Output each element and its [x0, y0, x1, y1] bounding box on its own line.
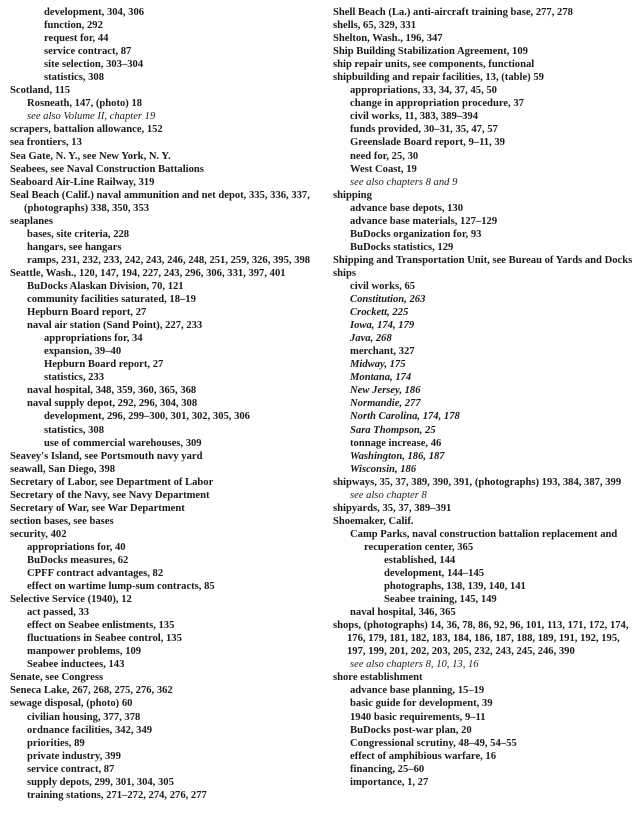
index-entry: Seabee training, 145, 149: [384, 594, 497, 606]
index-entry: effect of amphibious warfare, 16: [350, 750, 497, 762]
index-entry: Secretary of Labor, see Department of Labor: [10, 476, 214, 488]
index-entry: BuDocks post-war plan, 20: [350, 724, 472, 736]
index-entry: change in appropriation procedure, 37: [350, 98, 524, 110]
index-entry: West Coast, 19: [350, 163, 417, 175]
index-entry: Seabees, see Naval Construction Battalions: [10, 163, 204, 175]
index-entry: Crockett, 225: [350, 307, 409, 319]
index-entry: funds provided, 30–31, 35, 47, 57: [350, 124, 498, 136]
index-entry: Shell Beach (La.) anti-aircraft training base, 277, 278: [333, 7, 573, 18]
index-entry: North Carolina, 174, 178: [350, 411, 460, 423]
index-entry: ordnance facilities, 342, 349: [27, 724, 153, 736]
index-entry: private industry, 399: [27, 750, 121, 762]
index-entry: advance base planning, 15–19: [350, 685, 485, 697]
index-entry: effect on Seabee enlistments, 135: [27, 620, 175, 632]
index-entry: community facilities saturated, 18–19: [27, 294, 196, 306]
index-entry: ramps, 231, 232, 233, 242, 243, 246, 248, 251, 259, 326, 395, 398: [27, 254, 311, 266]
index-entry: Seaboard Air-Line Railway, 319: [10, 176, 155, 188]
index-entry: Shipping and Transportation Unit, see Bureau of Yards and Docks: [333, 254, 633, 266]
index-entry: development, 144–145: [384, 568, 485, 580]
index-entry: Congressional scrutiny, 48–49, 54–55: [350, 737, 517, 749]
index-entry: CPFF contract advantages, 82: [27, 568, 164, 580]
index-entry: need for, 25, 30: [350, 150, 419, 162]
index-entry: ships: [333, 267, 356, 279]
index-entry: BuDocks Alaskan Division, 70, 121: [27, 280, 184, 292]
index-entry: Java, 268: [350, 333, 392, 345]
index-entry: sea frontiers, 13: [10, 137, 82, 149]
index-entry: act passed, 33: [27, 607, 90, 619]
index-entry: shipways, 35, 37, 389, 390, 391, (photographs) 193, 384, 387, 399: [333, 476, 622, 488]
index-entry: bases, site criteria, 228: [27, 228, 130, 240]
index-entry: Seal Beach (Calif.) naval ammunition and net depot, 335, 336, 337, (photographs) 338, 350, 353: [10, 189, 310, 214]
index-entry: ship repair units, see components, functional: [333, 59, 535, 71]
index-entry: shipping: [333, 189, 372, 201]
index-entry: Sea Gate, N. Y., see New York, N. Y.: [10, 150, 171, 162]
index-entry: Shelton, Wash., 196, 347: [333, 33, 443, 45]
index-entry: 1940 basic requirements, 9–11: [350, 711, 486, 723]
index-entry: statistics, 308: [44, 72, 105, 84]
index-entry: see also chapters 8, 10, 13, 16: [350, 659, 479, 671]
index-entry: statistics, 233: [44, 372, 105, 384]
index-entry: supply depots, 299, 301, 304, 305: [27, 776, 174, 788]
index-entry: advance base depots, 130: [350, 202, 464, 214]
index-entry: shops, (photographs) 14, 36, 78, 86, 92, 96, 101, 113, 171, 172, 174, 176, 179, 181, 182, 183, 184, 186, 187, 188, 189, 191, 192, 195, 197, 199, 201, 202, 203, 205, 232, 243, 245, 246, 390: [333, 620, 629, 658]
index-entry: naval hospital, 348, 359, 360, 365, 368: [27, 385, 197, 397]
index-entry: development, 304, 306: [44, 7, 145, 18]
index-entry: Hepburn Board report, 27: [27, 307, 147, 319]
index-entry: Seavey's Island, see Portsmouth navy yard: [10, 450, 203, 462]
index-entry: statistics, 308: [44, 424, 105, 436]
index-entry: see also chapters 8 and 9: [350, 176, 458, 188]
index-entry: Constitution, 263: [350, 294, 426, 306]
index-entry: Midway, 175: [350, 359, 406, 371]
index-column-right: [333, 6, 633, 789]
index-entry: BuDocks statistics, 129: [350, 241, 454, 253]
index-column-left: [10, 6, 322, 802]
index-entry: Montana, 174: [350, 372, 412, 384]
index-entry: Seneca Lake, 267, 268, 275, 276, 362: [10, 685, 173, 697]
index-entry: Shoemaker, Calif.: [333, 515, 414, 527]
index-entry: Normandie, 277: [350, 398, 421, 410]
index-entry: naval hospital, 346, 365: [350, 607, 456, 619]
index-entry: BuDocks measures, 62: [27, 554, 129, 566]
index-entry: security, 402: [10, 528, 67, 540]
index-entry: expansion, 39–40: [44, 346, 122, 358]
index-entry: civilian housing, 377, 378: [27, 711, 141, 723]
index-entry: basic guide for development, 39: [350, 698, 493, 710]
index-entry: Senate, see Congress: [10, 672, 104, 684]
index-entry: see also Volume II, chapter 19: [27, 111, 156, 123]
index-entry: scrapers, battalion allowance, 152: [10, 124, 163, 136]
index-entry: New Jersey, 186: [350, 385, 421, 397]
index-entry: shells, 65, 329, 331: [333, 20, 416, 32]
index-entry: Hepburn Board report, 27: [44, 359, 164, 371]
index-entry: Camp Parks, naval construction battalion replacement and recuperation center, 365: [350, 528, 618, 553]
index-entry: site selection, 303–304: [44, 59, 144, 71]
index-entry: photographs, 138, 139, 140, 141: [384, 581, 526, 593]
index-entry: civil works, 65: [350, 280, 416, 292]
index-entry: Seabee inductees, 143: [27, 659, 125, 671]
index-entry: Secretary of War, see War Department: [10, 502, 185, 514]
index-entry: function, 292: [44, 20, 103, 32]
index-entry: financing, 25–60: [350, 763, 425, 775]
index-entry: shore establishment: [333, 672, 423, 684]
index-entry: sewage disposal, (photo) 60: [10, 698, 133, 710]
index-entry: civil works, 11, 383, 389–394: [350, 111, 479, 123]
index-entry: Sara Thompson, 25: [350, 424, 436, 436]
index-entry: Seattle, Wash., 120, 147, 194, 227, 243, 296, 306, 331, 397, 401: [10, 267, 286, 279]
index-entry: Iowa, 174, 179: [350, 320, 415, 332]
index-entry: service contract, 87: [27, 763, 115, 775]
index-entry: fluctuations in Seabee control, 135: [27, 633, 182, 645]
index-entry: hangars, see hangars: [27, 241, 122, 253]
index-entry: training stations, 271–272, 274, 276, 277: [27, 789, 207, 801]
index-entry: advance base materials, 127–129: [350, 215, 498, 227]
index-entry: use of commercial warehouses, 309: [44, 437, 202, 449]
index-entry: manpower problems, 109: [27, 646, 142, 658]
index-entry: seaplanes: [10, 215, 53, 227]
index-entry: Greenslade Board report, 9–11, 39: [350, 137, 505, 149]
index-entry: shipyards, 35, 37, 389–391: [333, 502, 452, 514]
index-entry: appropriations for, 40: [27, 541, 126, 553]
index-entry: naval supply depot, 292, 296, 304, 308: [27, 398, 198, 410]
index-entry: naval air station (Sand Point), 227, 233: [27, 320, 203, 332]
index-entry: appropriations, 33, 34, 37, 45, 50: [350, 85, 497, 97]
index-entry: Secretary of the Navy, see Navy Department: [10, 489, 210, 501]
index-entry: see also chapter 8: [350, 489, 427, 501]
index-entry: development, 296, 299–300, 301, 302, 305, 306: [44, 411, 250, 423]
index-entry: BuDocks organization for, 93: [350, 228, 482, 240]
index-entry: merchant, 327: [350, 346, 415, 358]
index-entry: service contract, 87: [44, 46, 132, 58]
index-entry: importance, 1, 27: [350, 776, 429, 788]
index-entry: tonnage increase, 46: [350, 437, 442, 449]
index-entry: Ship Building Stabilization Agreement, 109: [333, 46, 528, 58]
index-entry: seawall, San Diego, 398: [10, 463, 116, 475]
index-entry: established, 144: [384, 554, 456, 566]
index-entry: section bases, see bases: [10, 515, 114, 527]
index-entry: request for, 44: [44, 33, 109, 45]
index-entry: Washington, 186, 187: [350, 450, 445, 462]
index-entry: effect on wartime lump-sum contracts, 85: [27, 581, 215, 593]
index-entry: priorities, 89: [27, 737, 85, 749]
index-entry: Wisconsin, 186: [350, 463, 417, 475]
index-entry: Rosneath, 147, (photo) 18: [27, 98, 143, 110]
index-entry: Scotland, 115: [10, 85, 71, 97]
index-entry: shipbuilding and repair facilities, 13, (table) 59: [333, 72, 544, 84]
index-entry: Selective Service (1940), 12: [10, 594, 132, 606]
index-entry: appropriations for, 34: [44, 333, 143, 345]
